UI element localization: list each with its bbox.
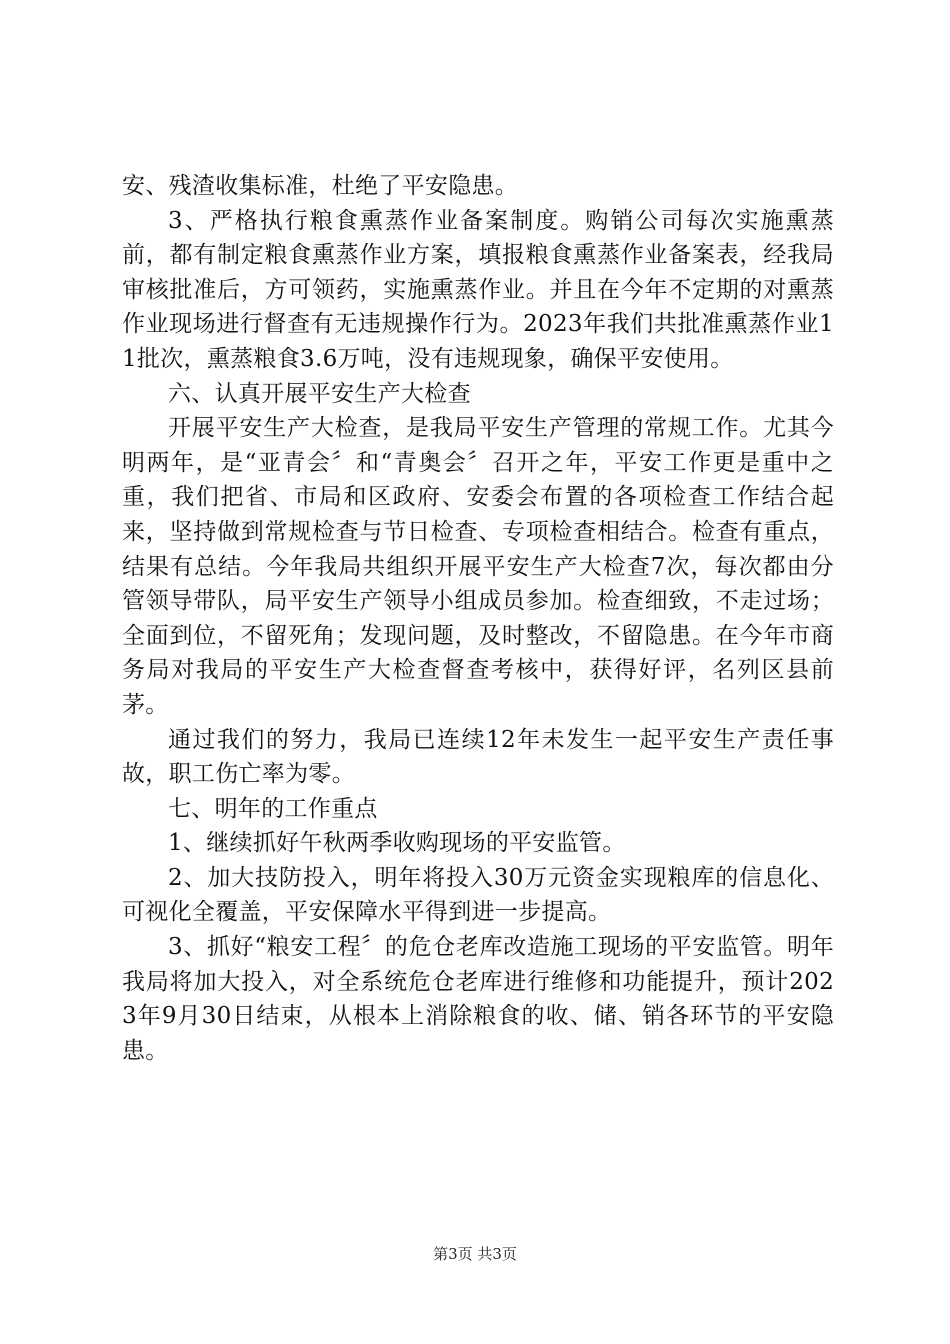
section-heading-six: 六、认真开展平安生产大检查 [168, 380, 471, 407]
paragraph-priority-1: 1、继续抓好午秋两季收购现场的平安监管。 [168, 830, 626, 857]
section-heading-seven: 七、明年的工作重点 [168, 795, 378, 822]
document-body [122, 169, 834, 1068]
paragraph-continuation: 安、残渣收集标准，杜绝了平安隐患。 [122, 173, 519, 199]
paragraph-safety-record: 通过我们的努力，我局已连续12年未发生一起平安生产责任事故，职工伤亡率为零。 [122, 726, 834, 788]
paragraph-priority-2: 2、加大技防投入，明年将投入30万元资金实现粮库的信息化、可视化全覆盖，平安保障水平得到进一步提高。 [122, 864, 834, 926]
paragraph-priority-3: 3、抓好“粮安工程〞的危仓老库改造施工现场的平安监管。明年我局将加大投入，对全系统危仓老库进行维修和功能提升，预计2023年9月30日结束，从根本上消除粮食的收、储、销各环节的平安隐患。 [122, 934, 834, 1064]
paragraph-safety-inspection: 开展平安生产大检查，是我局平安生产管理的常规工作。尤其今明两年，是“亚青会〞和“青奥会〞召开之年，平安工作更是重中之重，我们把省、市局和区政府、安委会布置的各项检查工作结合起来，坚持做到常规检查与节日检查、专项检查相结合。检查有重点，结果有总结。今年我局共组织开展平安生产大检查7次，每次都由分管领导带队，局平安生产领导小组成员参加。检查细致，不走过场；全面到位，不留死角；发现问题，及时整改，不留隐患。在今年市商务局对我局的平安生产大检查督查考核中，获得好评，名列区县前茅。 [122, 415, 834, 718]
page-footer: 第3页 共3页 [433, 1245, 517, 1263]
paragraph-fumigation-registration: 3、严格执行粮食熏蒸作业备案制度。购销公司每次实施熏蒸前，都有制定粮食熏蒸作业方案，填报粮食熏蒸作业备案表，经我局审核批准后，方可领药，实施熏蒸作业。并且在今年不定期的对熏蒸作业现场进行督查有无违规操作行为。2023年我们共批准熏蒸作业11批次，熏蒸粮食3.6万吨，没有违规现象，确保平安使用。 [122, 207, 834, 372]
